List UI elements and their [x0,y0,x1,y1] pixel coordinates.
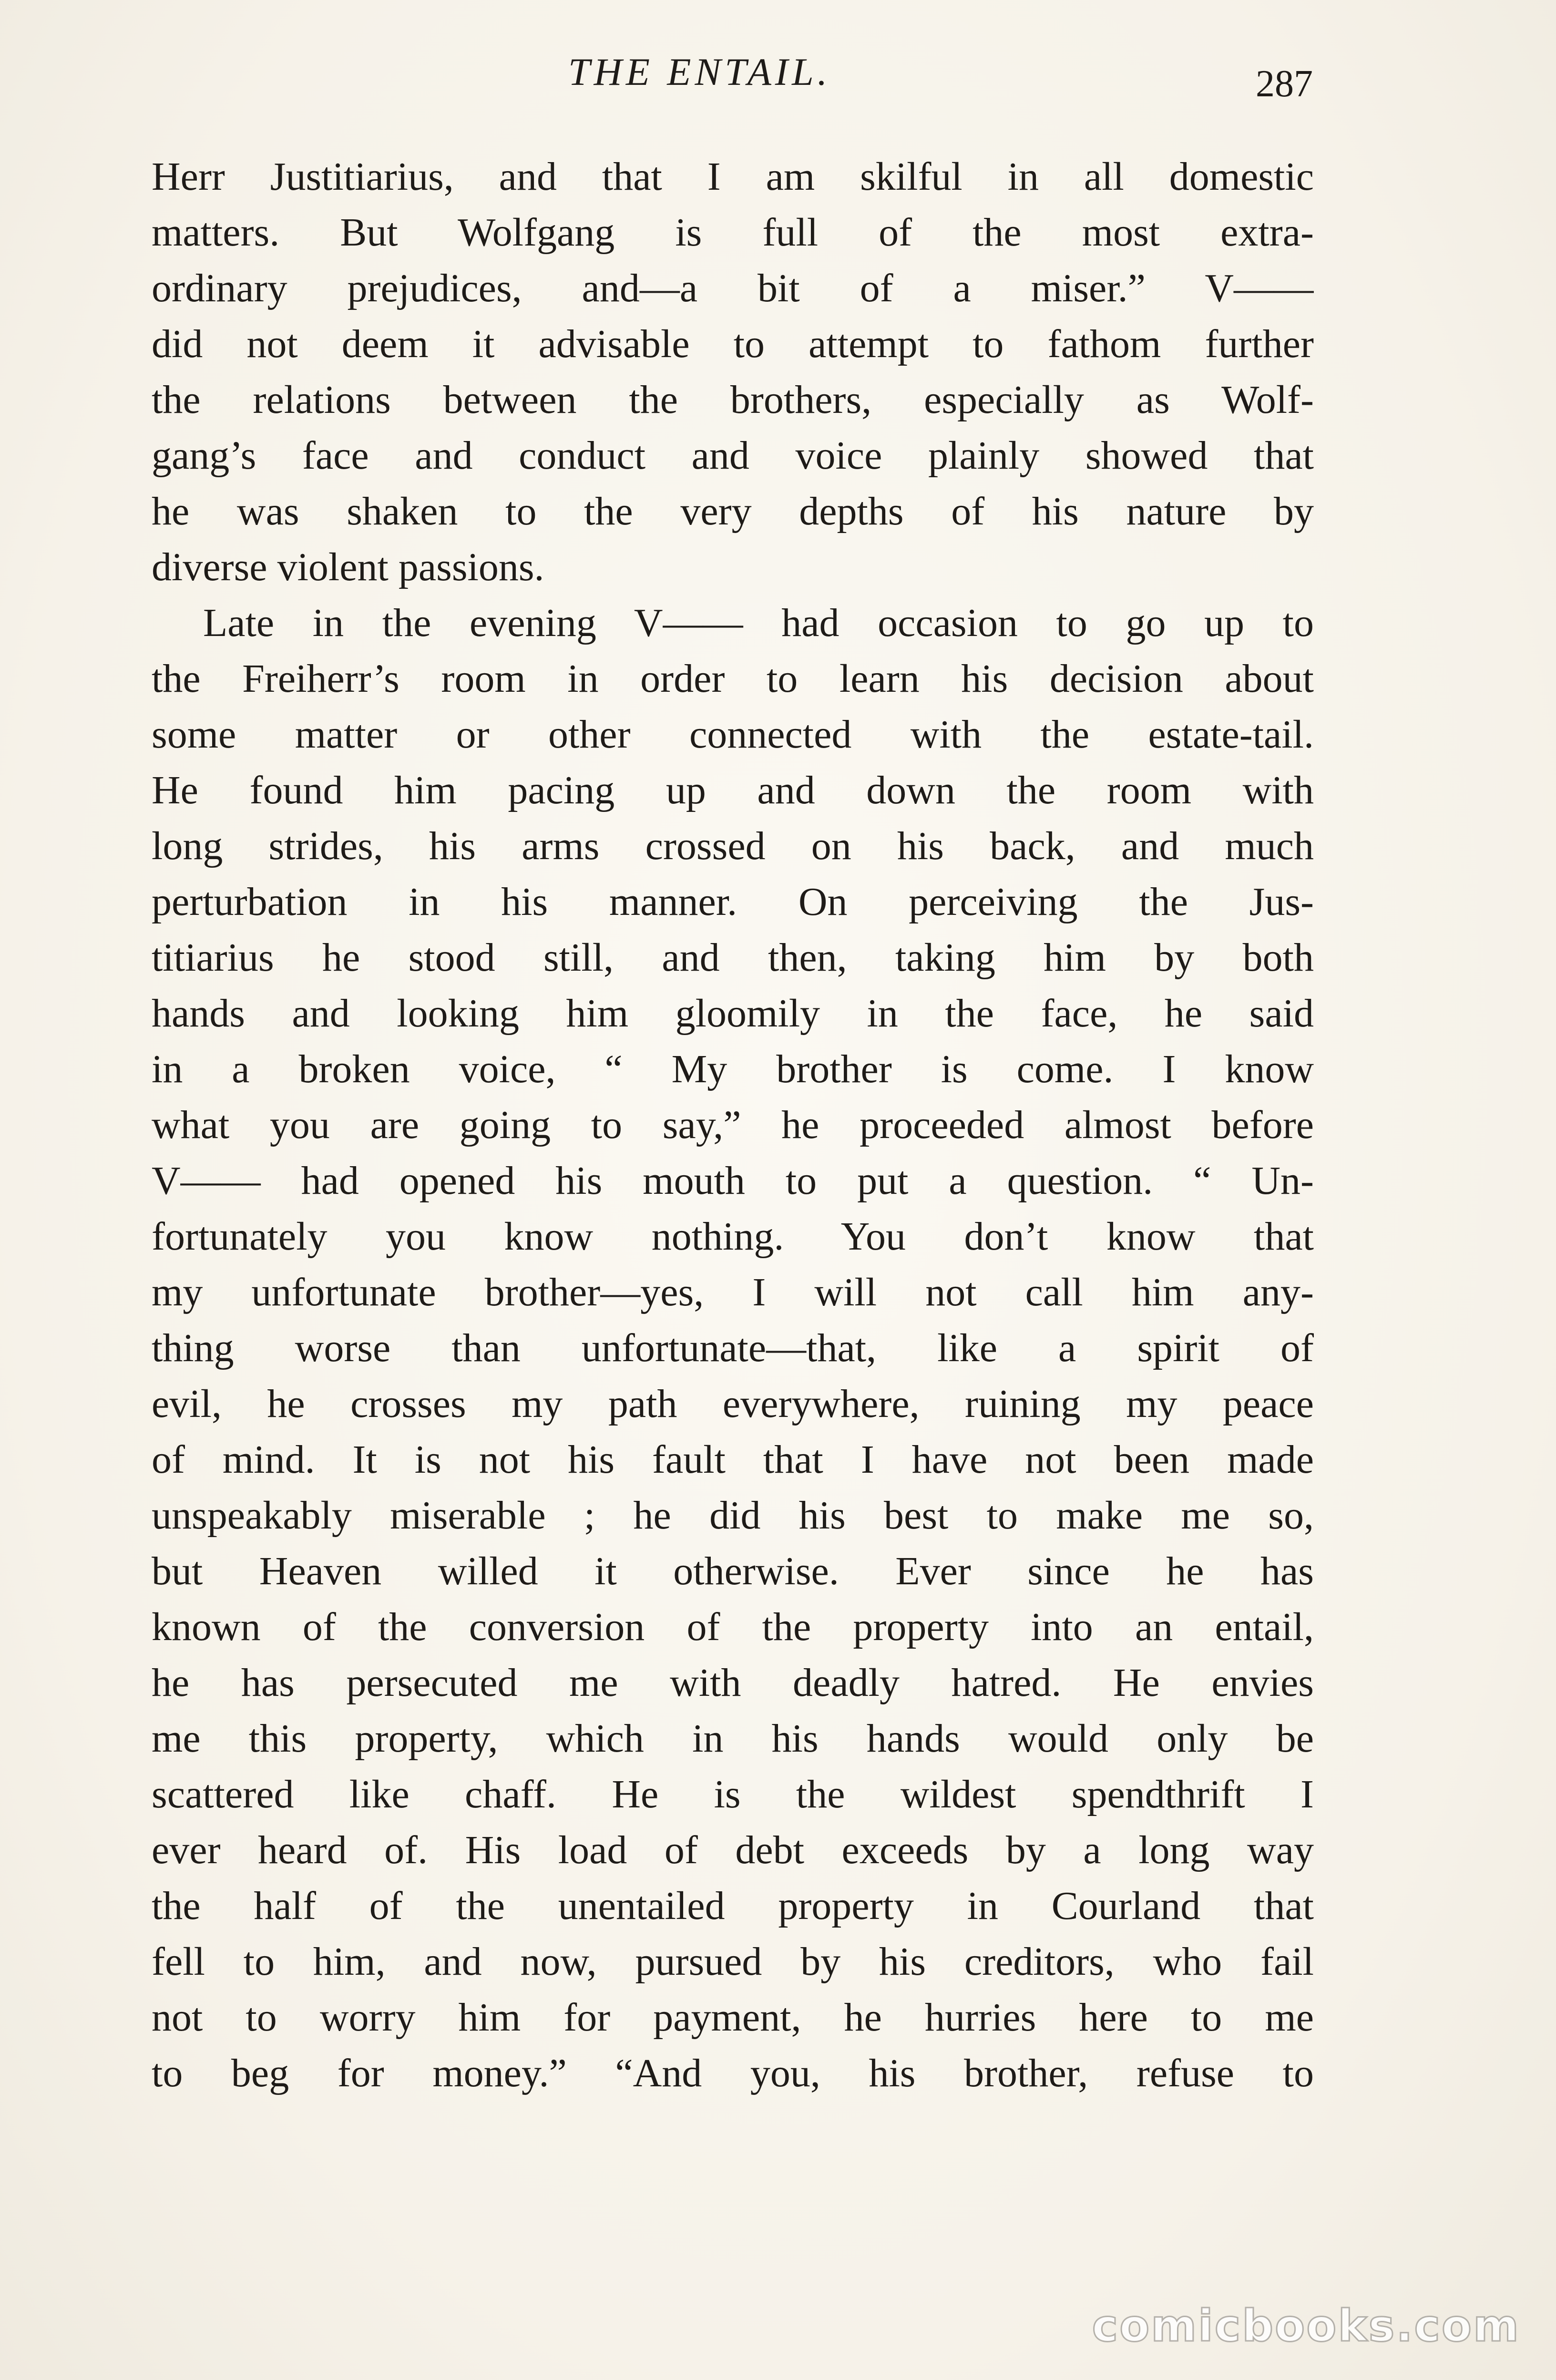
text-line: gang’s face and conduct and voice plainly showed that [152,433,1314,478]
text-line: matters. But Wolfgang is full of the most extra- [152,210,1314,255]
text-line: known of the conversion of the property into an entail, [152,1605,1314,1649]
text-line: Herr Justitiarius, and that I am skilful in all domestic [152,154,1314,199]
text-line: did not deem it advisable to attempt to fathom further [152,322,1314,366]
page-number: 287 [1256,63,1313,105]
text-line: thing worse than unfortunate—that, like a spirit of [152,1326,1314,1370]
text-line: what you are going to say,” he proceeded almost before [152,1103,1314,1147]
text-line: me this property, which in his hands would only be [152,1716,1314,1761]
text-line: but Heaven willed it otherwise. Ever since he has [152,1549,1314,1593]
text-line: perturbation in his manner. On perceiving the Jus- [152,880,1314,924]
text-line: my unfortunate brother—yes, I will not call him any- [152,1270,1314,1314]
text-line: evil, he crosses my path everywhere, ruining my peace [152,1382,1314,1426]
body-text [152,149,1314,2101]
text-line: ordinary prejudices, and—a bit of a miser.” V—— [152,266,1314,310]
text-line: long strides, his arms crossed on his back, and much [152,824,1314,868]
text-line: V—— had opened his mouth to put a question. “ Un- [152,1159,1314,1203]
text-line: He found him pacing up and down the room with [152,768,1314,812]
text-line: to beg for money.” “And you, his brother, refuse to [152,2051,1314,2095]
text-line: the relations between the brothers, especially as Wolf- [152,378,1314,422]
text-line: he has persecuted me with deadly hatred. He envies [152,1661,1314,1705]
text-line: some matter or other connected with the estate-tail. [152,712,1314,757]
text-line: scattered like chaff. He is the wildest spendthrift I [152,1772,1314,1816]
text-line: the half of the unentailed property in Courland that [152,1884,1314,1928]
text-line: of mind. It is not his fault that I have not been made [152,1437,1314,1482]
text-line: not to worry him for payment, he hurries here to me [152,1995,1314,2040]
text-line: fell to him, and now, pursued by his creditors, who fail [152,1939,1314,1984]
text-line: he was shaken to the very depths of his nature by [152,489,1314,533]
text-line: unspeakably miserable ; he did his best to make me so, [152,1493,1314,1538]
watermark: comicbooks.com [1092,2300,1520,2351]
paragraph-end-line: diverse violent passions. [152,545,544,589]
text-line: the Freiherr’s room in order to learn his decision about [152,657,1314,701]
text-line: hands and looking him gloomily in the face, he said [152,991,1314,1036]
text-line: fortunately you know nothing. You don’t know that [152,1214,1314,1259]
paragraph-start-line: Late in the evening V—— had occasion to go up to [203,601,1314,645]
text-line: titiarius he stood still, and then, taking him by both [152,935,1314,980]
running-title: THE ENTAIL. [568,50,831,93]
text-line: in a broken voice, “ My brother is come. I know [152,1047,1314,1091]
text-line: ever heard of. His load of debt exceeds by a long way [152,1828,1314,1872]
